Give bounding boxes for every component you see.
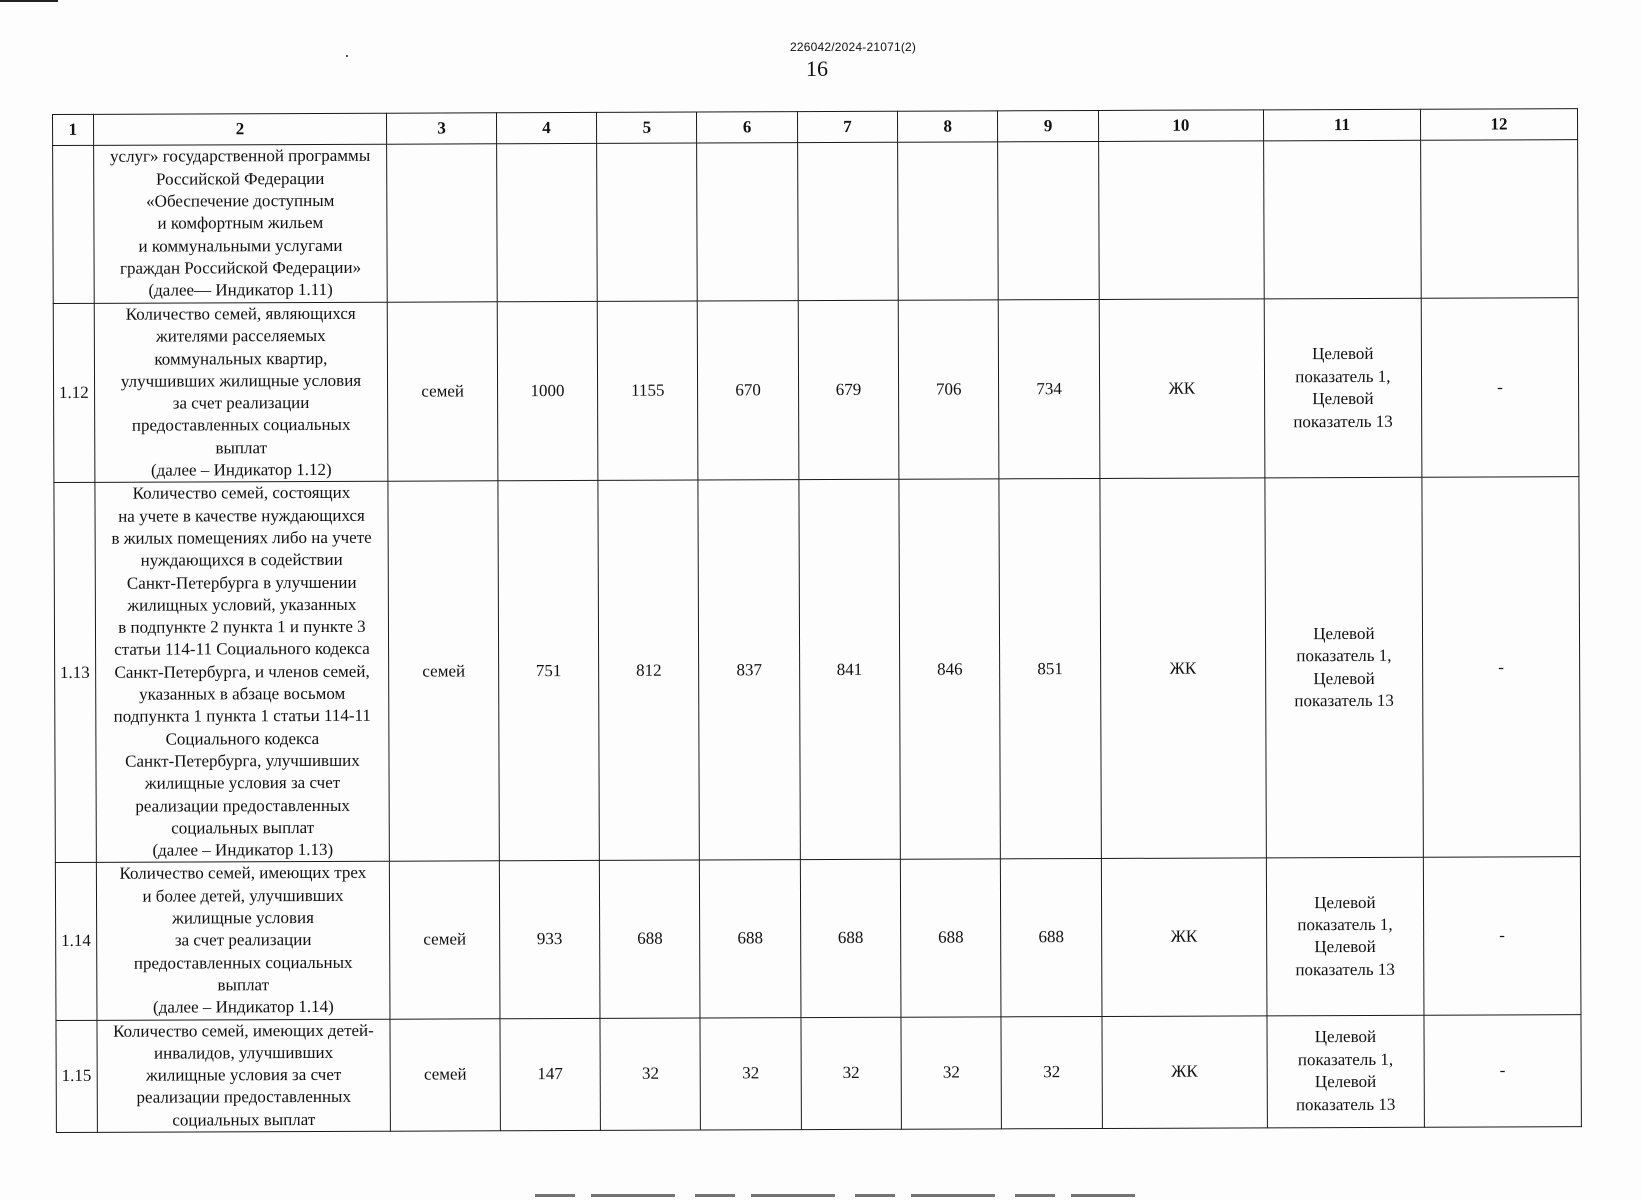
column-header: 4: [496, 112, 596, 143]
indicator-name-line: «Обеспечение доступным: [146, 190, 335, 211]
target-line: Целевой: [1314, 892, 1376, 912]
value-cell: [697, 143, 798, 301]
column-header: 9: [998, 110, 1098, 141]
indicator-name-line: предоставленных социальных: [133, 952, 353, 973]
target-indicator-cell: [1267, 1015, 1424, 1128]
scan-corner-mark: [0, 0, 58, 2]
indicator-name-line: за счет реализации: [174, 930, 312, 950]
responsible-cell: ЖК: [1099, 299, 1265, 479]
value-cell: [496, 143, 597, 301]
indicator-name: [96, 862, 390, 1020]
cut-off-text-line: [535, 1194, 1135, 1197]
note-cell: [1420, 140, 1578, 299]
responsible-cell: ЖК: [1100, 478, 1267, 859]
row-number: 1.15: [56, 1020, 97, 1133]
indicator-name-line: (далее – Индикатор 1.13): [152, 840, 334, 860]
table-row: [53, 298, 1579, 483]
target-indicator-cell: [1263, 140, 1421, 299]
target-line: Целевой: [1314, 1072, 1377, 1092]
indicator-name-line: Количество семей, состоящих: [132, 483, 351, 504]
indicator-name-line: Количество семей, имеющих детей-: [113, 1020, 374, 1041]
value-cell: 688: [800, 860, 901, 1017]
indicator-name: [97, 1019, 391, 1133]
value-cell: 688: [700, 860, 801, 1017]
indicator-name-line: Санкт-Петербурга, улучшивших: [125, 750, 360, 771]
value-cell: 32: [901, 1016, 1002, 1129]
column-header: 11: [1263, 109, 1420, 141]
target-indicator-cell: [1265, 478, 1424, 859]
column-header: 6: [697, 112, 797, 143]
indicator-name-line: социальных выплат: [171, 817, 315, 838]
column-header: 5: [597, 112, 697, 143]
row-number: 1.14: [55, 863, 96, 1020]
indicator-name-line: жилищные условия за счет: [145, 1064, 342, 1085]
value-cell: 837: [698, 480, 800, 860]
indicator-name-line: реализации предоставленных: [136, 1087, 352, 1108]
indicator-name-line: Социального кодекса: [165, 728, 320, 749]
value-cell: [998, 141, 1099, 299]
indicator-name: [93, 144, 387, 303]
column-header: 8: [898, 111, 998, 142]
value-cell: 846: [899, 479, 1001, 859]
value-cell: 688: [1001, 859, 1102, 1016]
value-cell: 32: [801, 1017, 902, 1130]
indicator-name-line: (далее – Индикатор 1.14): [153, 997, 334, 1017]
target-line: показатель 1,: [1296, 646, 1392, 666]
table-row: [53, 140, 1579, 304]
indicator-name-line: улучшивших жилищные условия: [120, 370, 362, 391]
note-cell: -: [1423, 857, 1581, 1015]
target-line: показатель 13: [1295, 959, 1395, 980]
value-cell: 851: [999, 479, 1101, 859]
indicator-name-line: и коммунальными услугами: [138, 235, 343, 256]
indicator-name-line: жилищные условия: [172, 908, 314, 928]
unit-cell: [387, 144, 497, 302]
indicator-name-line: и комфортным жильем: [157, 213, 324, 233]
note-cell: -: [1422, 477, 1581, 858]
note-cell: -: [1424, 1014, 1582, 1127]
unit-cell: семей: [388, 302, 498, 482]
value-cell: 147: [500, 1018, 601, 1131]
indicator-name: [94, 482, 389, 863]
column-header: 1: [53, 114, 94, 145]
column-header: 12: [1420, 109, 1577, 141]
indicator-name-line: инвалидов, улучшивших: [153, 1042, 334, 1063]
unit-cell: семей: [388, 481, 499, 861]
indicator-name-line: статьи 114-11 Социального кодекса: [114, 639, 370, 660]
value-cell: 706: [898, 300, 999, 480]
value-cell: [898, 142, 999, 300]
note-cell: -: [1421, 298, 1579, 478]
target-line: Целевой: [1312, 389, 1374, 409]
target-line: показатель 13: [1293, 411, 1393, 431]
target-line: Целевой: [1314, 1027, 1377, 1047]
indicator-name-line: выплат: [215, 437, 268, 458]
row-number: 1.13: [54, 483, 96, 863]
indicator-name-line: предоставленных социальных: [131, 415, 351, 436]
target-indicator-cell: [1264, 298, 1422, 478]
value-cell: 679: [798, 300, 899, 480]
indicator-name: [94, 302, 389, 483]
row-number: [53, 145, 94, 303]
responsible-cell: [1098, 141, 1264, 300]
indicator-name-line: (далее— Индикатор 1.11): [148, 280, 333, 300]
indicator-name-line: на учете в качестве нуждающихся: [118, 505, 365, 526]
indicator-name-line: Российской Федерации: [155, 168, 325, 189]
value-cell: 688: [599, 860, 700, 1017]
target-line: показатель 13: [1294, 691, 1394, 711]
column-header: 3: [387, 113, 497, 144]
column-header: 7: [797, 111, 897, 142]
indicator-name-line: граждан Российской Федерации»: [119, 257, 362, 278]
page-number: 16: [806, 56, 828, 81]
value-cell: 32: [1001, 1016, 1102, 1129]
column-header: 10: [1098, 110, 1263, 142]
value-cell: 32: [600, 1018, 701, 1131]
target-line: Целевой: [1314, 937, 1376, 957]
indicator-name-line: коммунальных квартир,: [154, 348, 328, 369]
value-cell: 841: [799, 480, 901, 860]
indicator-name-line: услуг» государственной программы: [109, 146, 371, 167]
indicator-name-line: выплат: [217, 975, 270, 995]
indicator-name-line: за счет реализации: [172, 393, 310, 413]
unit-cell: семей: [390, 861, 500, 1018]
indicator-name-line: реализации предоставленных: [135, 795, 350, 816]
indicator-name-line: подпункта 1 пункта 1 статьи 114-11: [113, 706, 371, 727]
scan-speck: [346, 55, 348, 57]
responsible-cell: ЖК: [1102, 1015, 1268, 1128]
target-indicator-cell: [1266, 858, 1424, 1016]
indicator-name-line: указанных в абзаце восьмом: [139, 683, 346, 704]
indicator-name-line: в жилых помещениях либо на учете: [111, 527, 372, 548]
target-line: Целевой: [1313, 668, 1375, 689]
table-row: [56, 1014, 1581, 1132]
indicators-table: [52, 108, 1582, 1133]
target-line: Целевой: [1312, 344, 1374, 364]
indicator-name-line: жилищных условий, указанных: [127, 594, 357, 615]
target-line: показатель 13: [1295, 1094, 1396, 1114]
indicator-name-line: Количество семей, имеющих трех: [119, 863, 367, 884]
target-line: показатель 1,: [1297, 1049, 1394, 1070]
indicator-name-line: жителями расселяемых: [155, 326, 326, 346]
responsible-cell: ЖК: [1101, 858, 1267, 1016]
indicator-name-line: Санкт-Петербурга, и членов семей,: [114, 661, 370, 682]
indicator-name-line: жилищные условия за счет: [144, 773, 341, 793]
target-line: Целевой: [1313, 624, 1375, 644]
document-registration-number: 226042/2024-21071(2): [790, 40, 917, 54]
value-cell: 1155: [597, 301, 698, 481]
indicator-name-line: в подпункте 2 пункта 1 и пункте 3: [118, 616, 366, 637]
value-cell: 1000: [497, 301, 598, 481]
unit-cell: семей: [390, 1018, 500, 1131]
row-number: 1.12: [53, 303, 94, 483]
value-cell: 670: [698, 301, 799, 481]
indicator-name-line: и более детей, улучшивших: [142, 885, 344, 906]
value-cell: 32: [700, 1017, 801, 1130]
indicator-name-line: социальных выплат: [172, 1109, 316, 1130]
value-cell: 933: [499, 861, 600, 1018]
value-cell: 812: [598, 480, 700, 860]
indicator-name-line: Количество семей, являющихся: [125, 303, 356, 324]
value-cell: [797, 142, 898, 300]
value-cell: [597, 143, 698, 301]
table-row: [55, 857, 1581, 1020]
value-cell: 751: [498, 481, 600, 861]
value-cell: 688: [900, 859, 1001, 1016]
table-row: [54, 477, 1580, 863]
indicator-name-line: (далее – Индикатор 1.12): [150, 460, 332, 480]
value-cell: 734: [999, 299, 1100, 479]
target-line: показатель 1,: [1297, 914, 1393, 935]
indicator-name-line: нуждающихся в содействии: [140, 550, 343, 570]
target-line: показатель 1,: [1295, 366, 1391, 387]
indicator-name-line: Санкт-Петербурга в улучшении: [126, 572, 357, 593]
column-header: 2: [93, 113, 387, 145]
